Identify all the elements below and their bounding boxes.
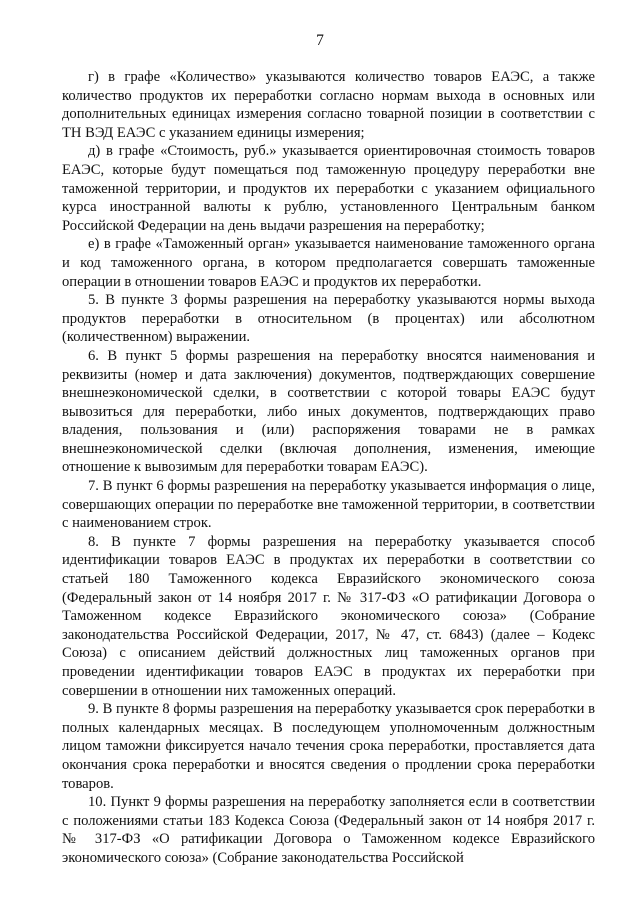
document-body — [62, 68, 595, 868]
paragraph-6: 6. В пункт 5 формы разрешения на переработку вносятся наименования и реквизиты (номер и дата заключения) документов, подтверждающих совершение внешнеэкономической сделки, в соответствии с которой товары ЕАЭС будут вывозиться для переработки, либо иных документов, подтверждающих право владения, пользования и (или) распоряжения товарами не в рамках внешнеэкономической сделки (включая дополнения, изменения, имеющие отношение к вывозимым для переработки товарам ЕАЭС). — [62, 347, 595, 476]
paragraph-7: 7. В пункт 6 формы разрешения на переработку указывается информация о лице, совершающих операции по переработке вне таможенной территории, в соответствии с наименованием строк. — [62, 478, 595, 532]
paragraph-10: 10. Пункт 9 формы разрешения на переработку заполняется если в соответствии с положениями статьи 183 Кодекса Союза (Федеральный закон от 14 ноября 2017 г. № 317-ФЗ «О ратификации Договора о Таможенном кодексе Евразийского экономического союза» (Собрание законодательства Российской — [62, 794, 595, 866]
paragraph-9: 9. В пункте 8 формы разрешения на переработку указывается срок переработки в полных календарных месяцах. В последующем уполномоченным должностным лицом таможни фиксируется начало течения срока переработки, проставляется дата окончания срока переработки и вносятся сведения о продлении срока переработки товаров. — [62, 701, 595, 792]
paragraph-e-customs-body: е) в графе «Таможенный орган» указывается наименование таможенного органа и код таможенного органа, в котором предполагается совершать таможенные операции в отношении товаров ЕАЭС и продуктов их переработки. — [62, 236, 595, 290]
page-number: 7 — [316, 32, 324, 49]
paragraph-5: 5. В пункте 3 формы разрешения на переработку указываются нормы выхода продуктов переработки в относительном (в процентах) или абсолютном (количественном) выражении. — [62, 292, 595, 346]
paragraph-d-cost: д) в графе «Стоимость, руб.» указывается ориентировочная стоимость товаров ЕАЭС, которые будут помещаться под таможенную процедуру переработки вне таможенной территории, и продуктов их переработки с указанием официального курса иностранной валюты к рублю, установленного Центральным банком Российской Федерации на день выдачи разрешения на переработку; — [62, 143, 595, 234]
paragraph-8: 8. В пункте 7 формы разрешения на переработку указывается способ идентификации товаров ЕАЭС в продуктах их переработки в соответствии со статьей 180 Таможенного кодекса Евразийского экономического союза (Федеральный закон от 14 ноября 2017 г. № 317-ФЗ «О ратификации Договора о Таможенном кодексе Евразийского экономического союза» (Собрание законодательства Российской Федерации, 2017, № 47, ст. 6843) (далее – Кодекс Союза) с описанием действий должностных лиц таможенных органов при проведении идентификации товаров ЕАЭС в продуктах их переработки при совершении в отношении них таможенных операций. — [62, 533, 595, 699]
paragraph-g-quantity: г) в графе «Количество» указываются количество товаров ЕАЭС, а также количество продуктов их переработки согласно нормам выхода в основных или дополнительных единицах измерения согласно товарной позиции в соответствии с ТН ВЭД ЕАЭС с указанием единицы измерения; — [62, 69, 595, 141]
